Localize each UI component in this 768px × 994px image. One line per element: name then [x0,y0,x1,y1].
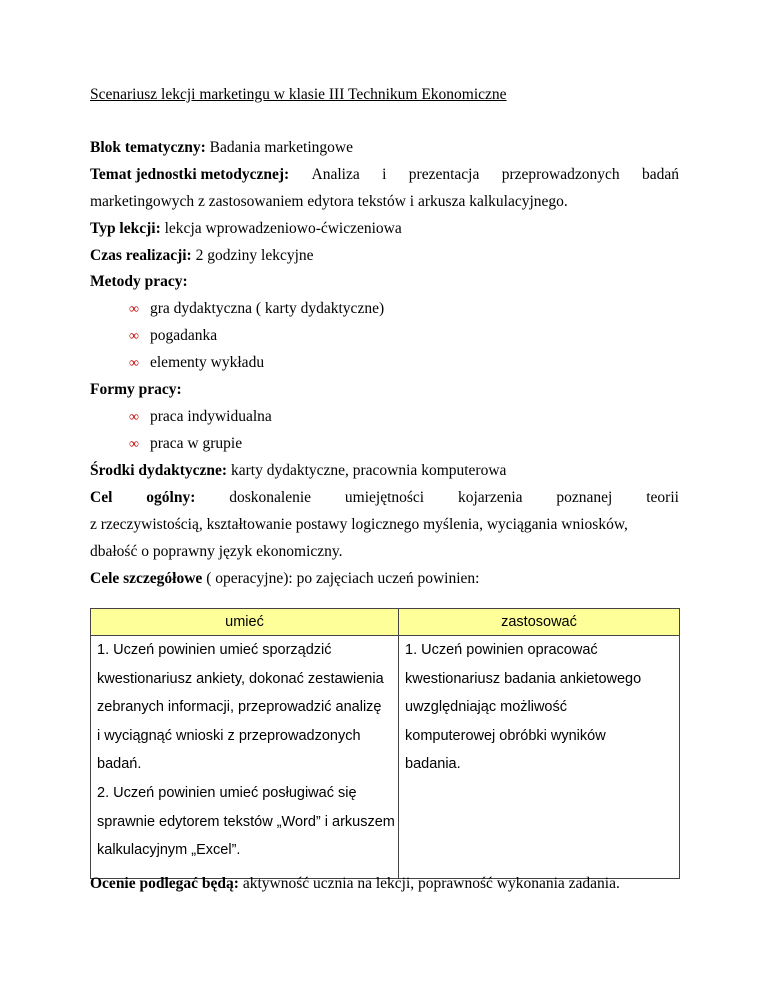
infinity-bullet-icon: ∞ [129,329,139,344]
infinity-bullet-icon: ∞ [129,410,139,425]
right-cell [399,636,680,879]
forms-item: ∞ praca indywidualna [129,408,272,425]
forms-item: ∞ praca w grupie [129,435,243,452]
type-label: Typ lekcji: [90,220,161,237]
topic-line-2: marketingowych z zastosowaniem edytora tekstów i arkusza kalkulacyjnego. [90,193,568,210]
methods-item: ∞ gra dydaktyczna ( karty dydaktyczne) [129,300,385,317]
left-cell [91,636,399,879]
table-row [91,636,680,879]
duration-label: Czas realizacji: [90,247,192,264]
cell-line: kalkulacyjnym „Excel”. [97,842,241,859]
methods-heading: Metody pracy: [90,273,188,290]
block-label: Blok tematyczny: [90,139,206,156]
assessment-value: aktywność ucznia na lekcji, poprawność wykonania zadania. [238,875,620,892]
block-value: Badania marketingowe [205,139,353,156]
table-header-row [91,609,680,636]
specific-goals-label: Cele szczegółowe [90,570,203,587]
infinity-bullet-icon: ∞ [129,302,139,317]
forms-heading: Formy pracy: [90,381,182,398]
cell-line: uwzględniając możliwość [405,699,567,716]
cell-line: badania. [405,756,461,773]
cell-line: 1. Uczeń powinien opracować [405,642,598,658]
goals-table [90,608,680,879]
general-goal-word: doskonalenie [229,489,312,506]
infinity-bullet-icon: ∞ [129,356,139,371]
block-line [90,139,353,157]
assessment-label: Ocenie podlegać będą: [90,875,239,892]
duration-value: 2 godziny lekcyjne [191,247,314,264]
general-goal-word: teorii [646,489,679,506]
general-goal-line-1 [90,489,679,507]
cell-line: 1. Uczeń powinien umieć sporządzić [97,642,332,658]
general-goal-label-word: Cel [90,489,113,506]
header-umiec: umieć [91,609,399,636]
means-line [90,462,506,480]
methods-item: ∞ pogadanka [129,327,218,344]
cell-line: badań. [97,756,142,773]
topic-word: i [382,166,387,183]
cell-line: 2. Uczeń powinien umieć posługiwać się [97,784,357,801]
general-goal-word: poznanej [556,489,613,506]
topic-word: Analiza [311,166,360,183]
type-line [90,220,402,238]
topic-word: prezentacja [408,166,480,183]
infinity-bullet-icon: ∞ [129,437,139,452]
topic-label: Temat jednostki metodycznej: [90,166,290,183]
general-goal-word: kojarzenia [457,489,523,506]
methods-item: ∞ elementy wykładu [129,354,265,371]
general-goal-label-word: ogólny: [146,489,196,506]
general-goal-line-3: dbałość o poprawny język ekonomiczny. [90,543,343,560]
cell-line: sprawnie edytorem tekstów „Word” i arkuszem [97,813,395,830]
cell-line: kwestionariusz badania ankietowego [405,670,642,687]
cell-line: kwestionariusz ankiety, dokonać zestawienia [97,670,384,687]
document-title: Scenariusz lekcji marketingu w klasie III Technikum Ekonomiczne [90,86,507,103]
type-value: lekcja wprowadzeniowo-ćwiczeniowa [160,220,402,237]
topic-line-1 [90,166,679,184]
general-goal-word: umiejętności [344,489,425,506]
assessment-line [90,875,620,893]
header-zastosowac: zastosować [399,609,680,636]
duration-line [90,247,314,265]
cell-line: i wyciągnąć wnioski z przeprowadzonych [97,727,361,744]
specific-goals-value: ( operacyjne): po zajęciach uczeń powinien: [202,570,480,587]
topic-word: przeprowadzonych [501,166,620,183]
means-value: karty dydaktyczne, pracownia komputerowa [227,462,507,479]
specific-goals-line [90,570,479,588]
general-goal-line-2: z rzeczywistością, kształtowanie postawy logicznego myślenia, wyciągania wniosków, [90,516,628,533]
means-label: Środki dydaktyczne: [90,462,228,479]
cell-line: zebranych informacji, przeprowadzić analizę [97,699,382,716]
topic-word: badań [641,166,679,183]
cell-line: komputerowej obróbki wyników [405,727,606,744]
